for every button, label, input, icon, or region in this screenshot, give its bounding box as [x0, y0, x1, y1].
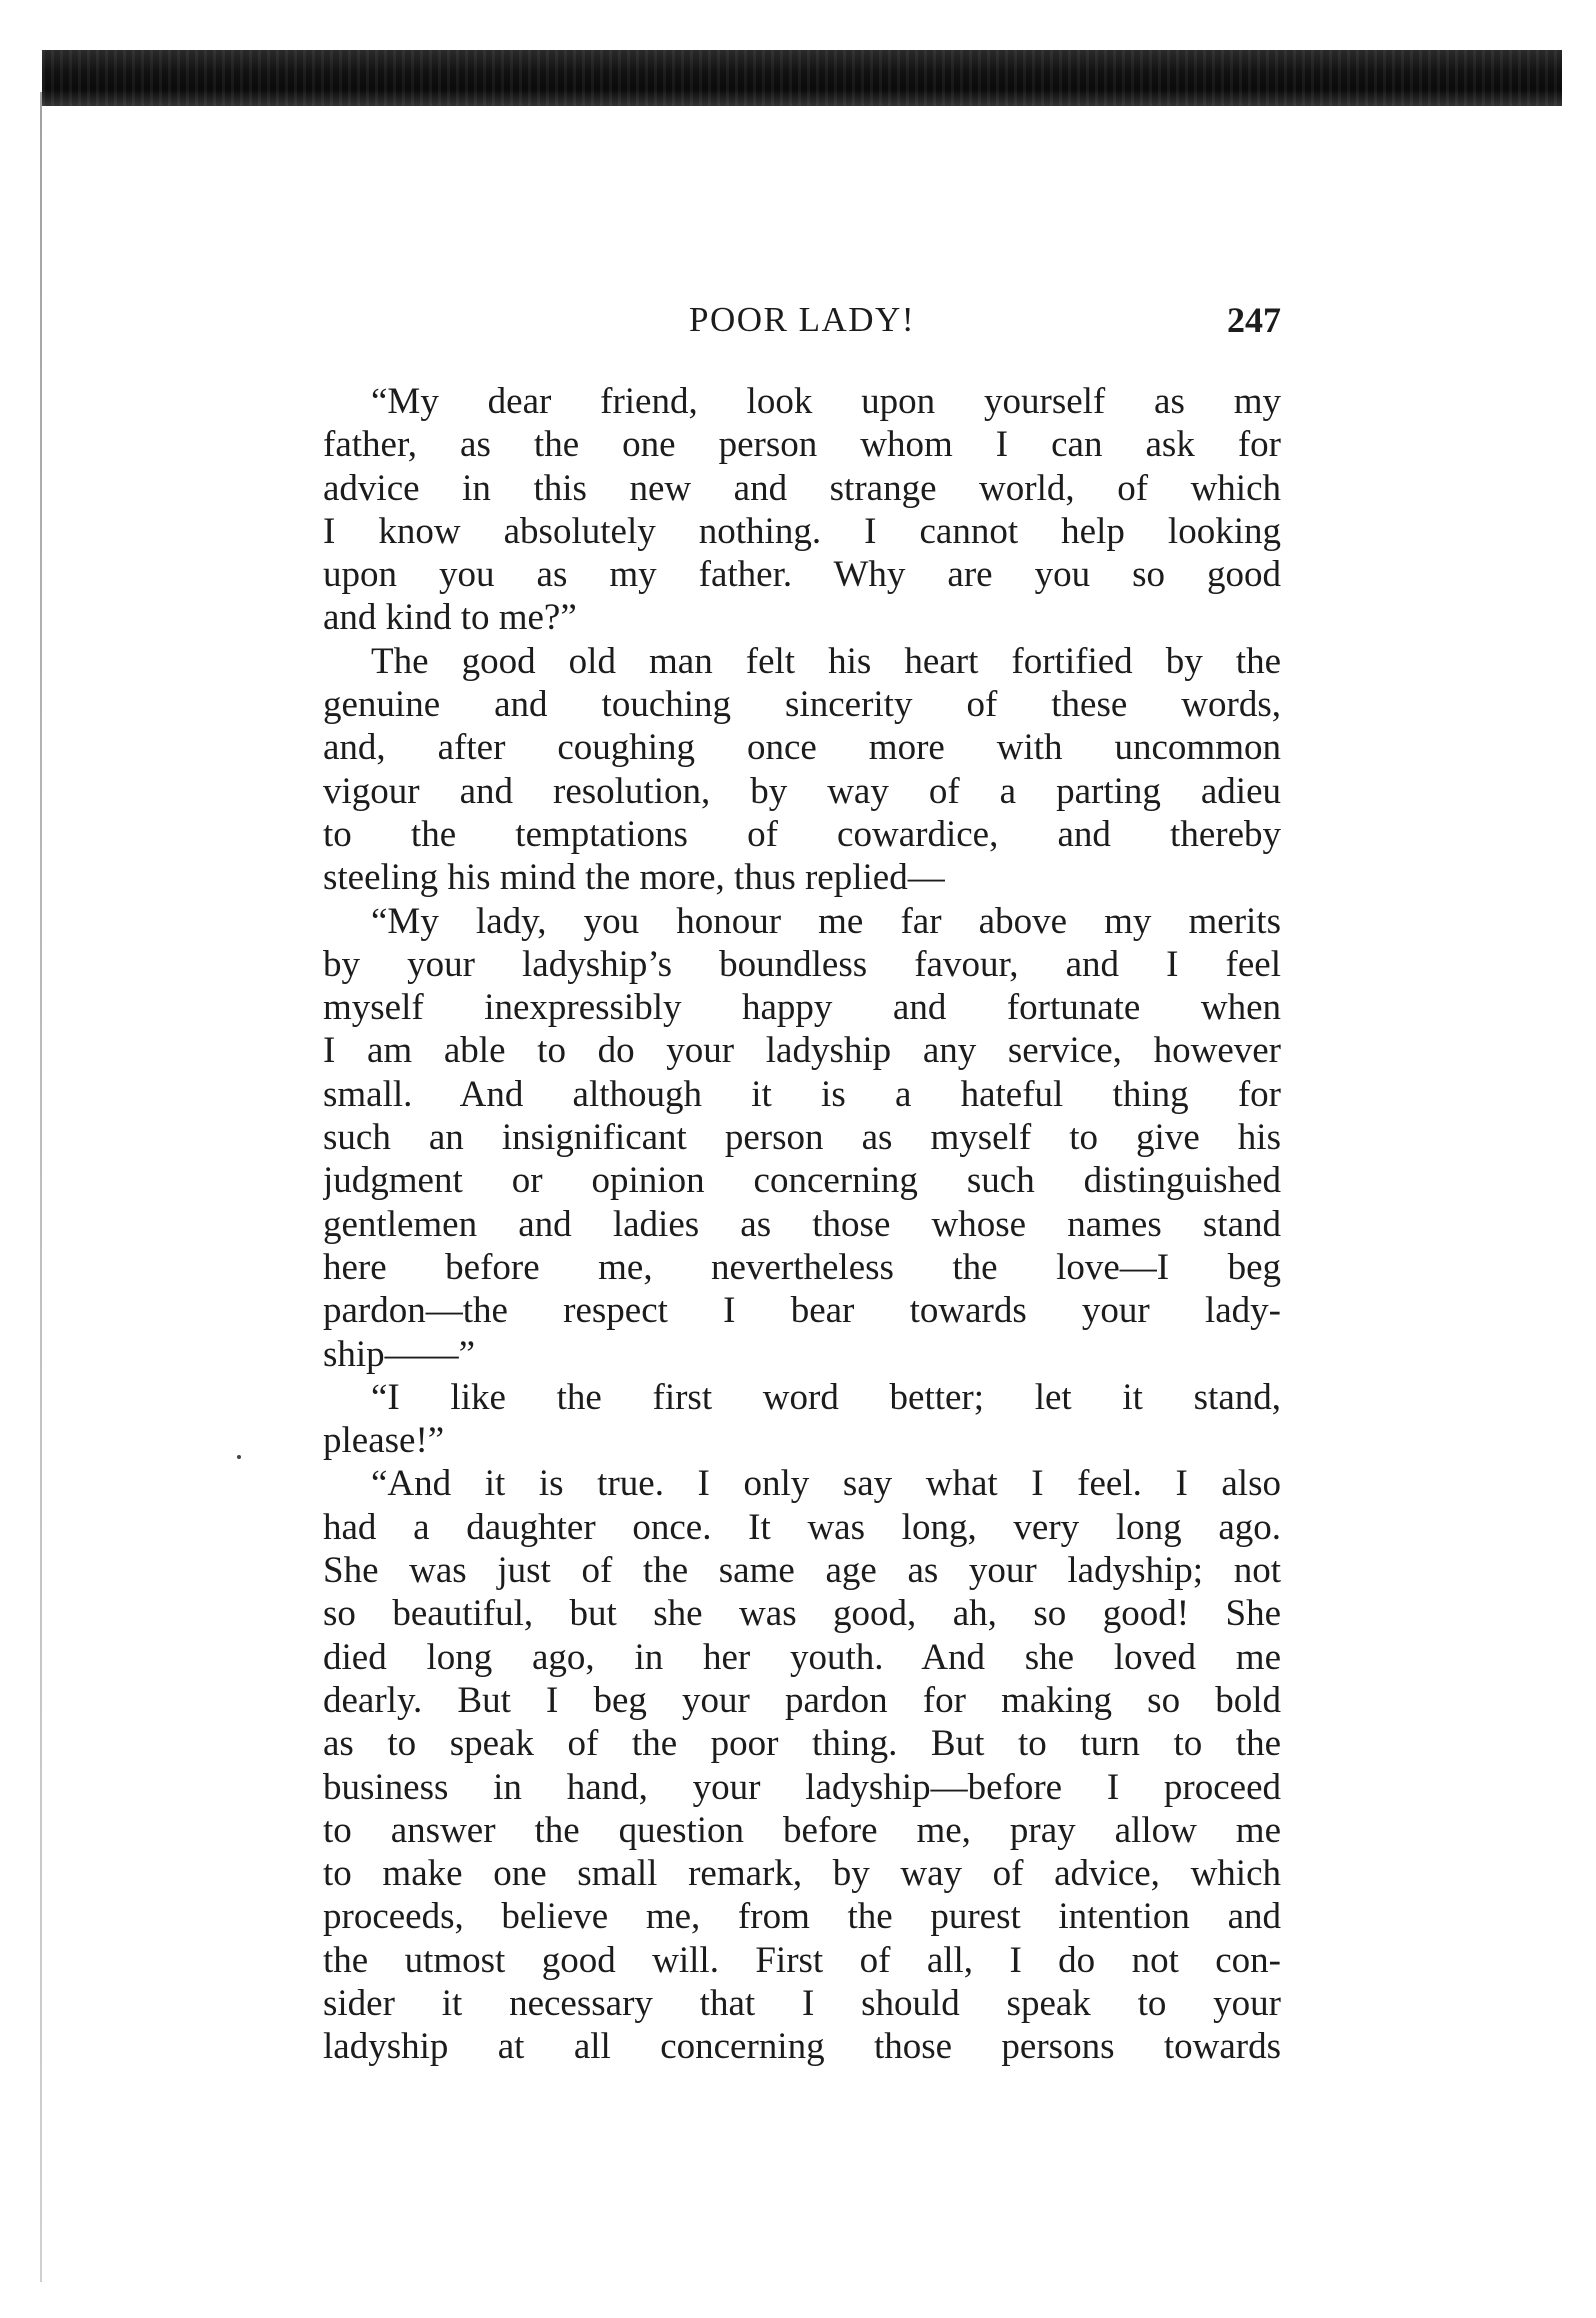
- text-line: advice in this new and strange world, of which: [323, 467, 1281, 509]
- stray-mark: [237, 1455, 241, 1459]
- text-line: by your ladyship’s boundless favour, and I feel: [323, 943, 1281, 985]
- text-line: genuine and touching sincerity of these words,: [323, 684, 1281, 726]
- text-line: I am able to do your ladyship any service, however: [323, 1030, 1281, 1072]
- text-line: so beautiful, but she was good, ah, so good! She: [323, 1593, 1281, 1635]
- text-line: ladyship at all concerning those persons towards: [323, 2026, 1281, 2068]
- text-line: The good old man felt his heart fortified by the: [371, 640, 1281, 682]
- text-line: had a daughter once. It was long, very long ago.: [323, 1506, 1281, 1548]
- text-line: to make one small remark, by way of advice, which: [323, 1853, 1281, 1895]
- text-line: myself inexpressibly happy and fortunate when: [323, 987, 1281, 1029]
- text-line: upon you as my father. Why are you so good: [323, 554, 1281, 596]
- text-line: and, after coughing once more with uncommon: [323, 727, 1281, 769]
- text-line: sider it necessary that I should speak to your: [323, 1982, 1281, 2024]
- text-line: dearly. But I beg your pardon for making so bold: [323, 1679, 1281, 1721]
- text-line: proceeds, believe me, from the purest intention and: [323, 1896, 1281, 1938]
- text-line: “My dear friend, look upon yourself as my: [371, 381, 1281, 422]
- text-line: gentlemen and ladies as those whose names stand: [323, 1203, 1281, 1245]
- page-margin-edge: [40, 92, 42, 2282]
- text-line: to the temptations of cowardice, and thereby: [323, 813, 1281, 855]
- text-line: father, as the one person whom I can ask for: [323, 424, 1281, 466]
- page-number: 247: [1227, 300, 1281, 340]
- text-line: business in hand, your ladyship—before I proceed: [323, 1766, 1281, 1808]
- text-line: to answer the question before me, pray allow me: [323, 1809, 1281, 1851]
- text-line: “And it is true. I only say what I feel. I also: [371, 1463, 1281, 1505]
- text-line: small. And although it is a hateful thing for: [323, 1073, 1281, 1115]
- body-text: [323, 380, 1281, 2069]
- text-line: steeling his mind the more, thus replied—: [323, 857, 945, 899]
- text-line: here before me, nevertheless the love—I beg: [323, 1246, 1281, 1288]
- scan-border-bar: [42, 50, 1562, 106]
- running-head: [323, 295, 1281, 345]
- text-line: such an insignificant person as myself to give his: [323, 1117, 1281, 1159]
- text-line: please!”: [323, 1420, 445, 1462]
- text-line: died long ago, in her youth. And she loved me: [323, 1636, 1281, 1678]
- text-line: I know absolutely nothing. I cannot help looking: [323, 510, 1281, 552]
- text-line: vigour and resolution, by way of a parting adieu: [323, 770, 1281, 812]
- text-line: pardon—the respect I bear towards your lady-: [323, 1290, 1281, 1332]
- text-line: ship——”: [323, 1333, 476, 1375]
- text-line: as to speak of the poor thing. But to turn to the: [323, 1723, 1281, 1765]
- page-title: POOR LADY!: [689, 300, 915, 339]
- text-line: and kind to me?”: [323, 597, 577, 639]
- text-line: She was just of the same age as your ladyship; not: [323, 1550, 1281, 1592]
- text-line: the utmost good will. First of all, I do not con-: [323, 1939, 1281, 1981]
- text-line: “My lady, you honour me far above my merits: [371, 900, 1281, 942]
- text-line: judgment or opinion concerning such distinguished: [323, 1160, 1281, 1202]
- text-line: “I like the first word better; let it stand,: [371, 1376, 1281, 1418]
